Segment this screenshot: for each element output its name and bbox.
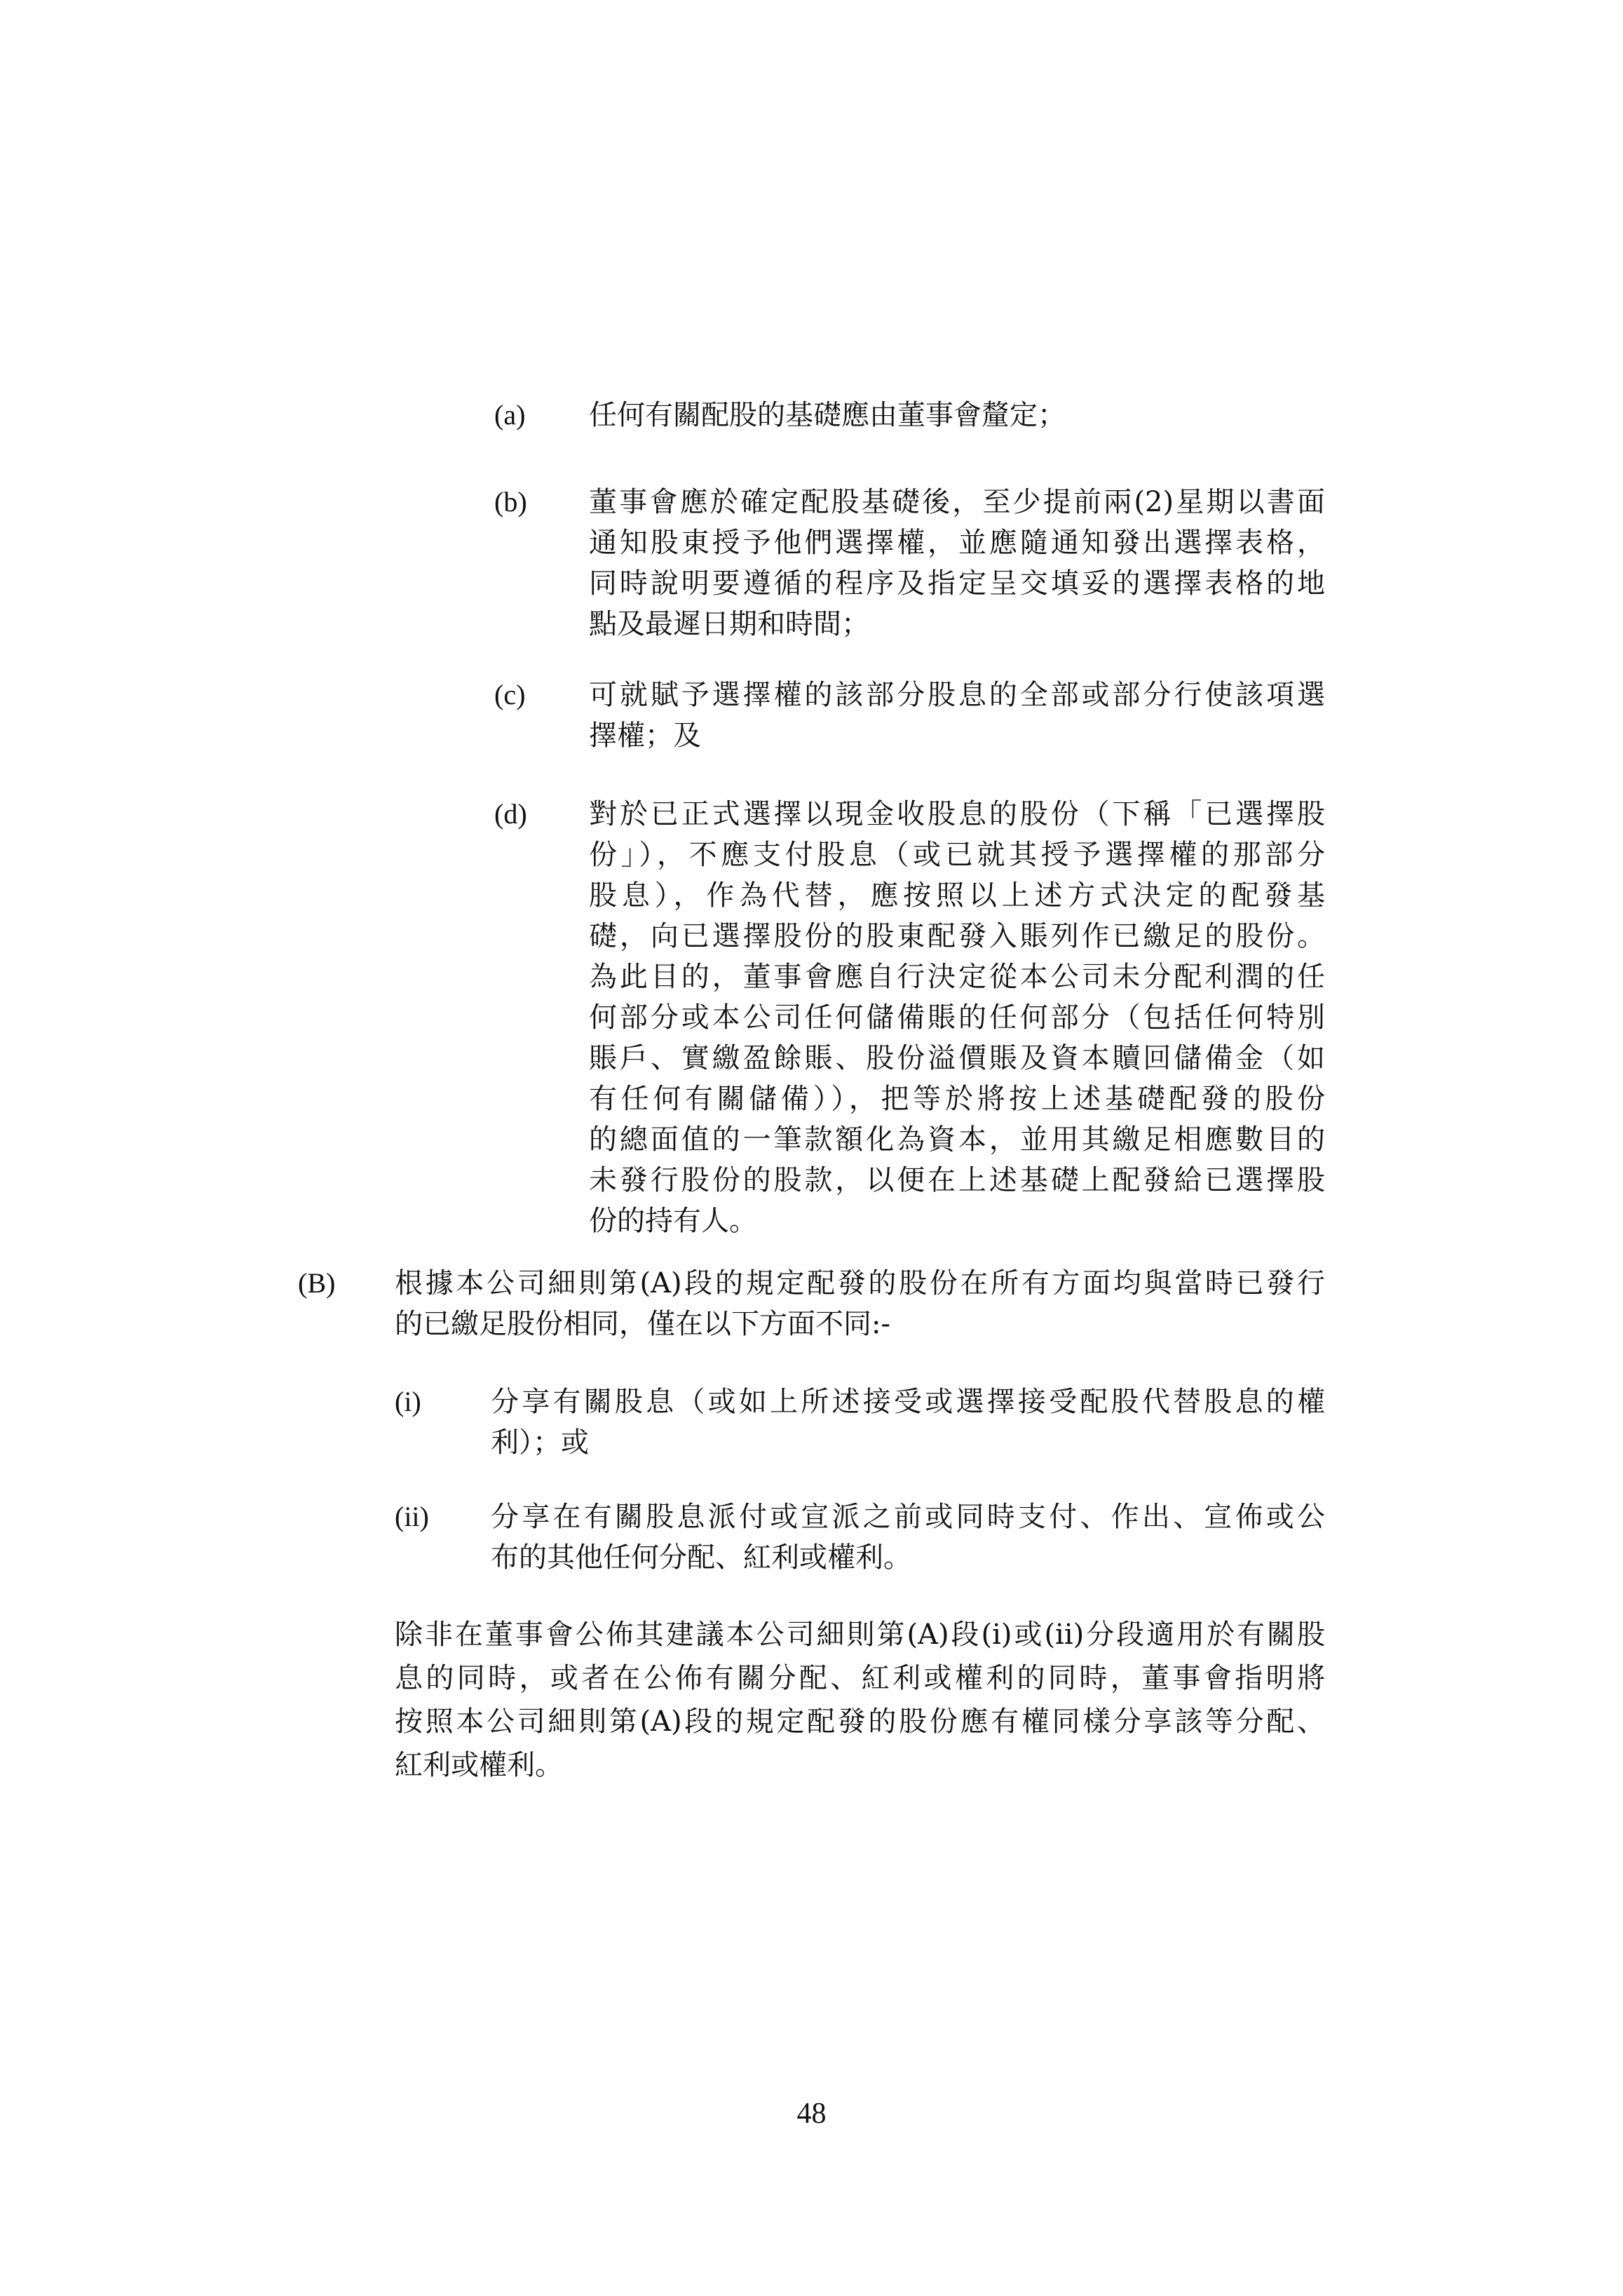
item-d-line: 何部分或本公司任何儲備賬的任何部分（包括任何特別	[589, 1001, 1325, 1034]
page-number: 48	[796, 2098, 827, 2130]
item-a-line: 任何有關配股的基礎應由董事會釐定；	[589, 399, 1066, 431]
item-i-text	[491, 1382, 1325, 1463]
closing-line: 紅利或權利。	[395, 1749, 563, 1781]
item-d-line: 股息），作為代替，應按照以上述方式決定的配發基	[589, 879, 1325, 912]
closing-line: 按照本公司細則第(A)段的規定配發的股份應有權同樣分享該等分配、	[395, 1706, 1325, 1738]
item-c-line: 可就賦予選擇權的該部分股息的全部或部分行使該項選	[589, 679, 1325, 711]
item-d-line: 為此目的，董事會應自行決定從本公司未分配利潤的任	[589, 961, 1325, 993]
section-b-line: 根據本公司細則第(A)段的規定配發的股份在所有方面均與當時已發行	[395, 1267, 1325, 1299]
item-b-line: 點及最遲日期和時間；	[589, 608, 869, 640]
item-d-line: 賬戶、實繳盈餘賬、股份溢價賬及資本贖回儲備金（如	[589, 1042, 1325, 1074]
item-c-label: (c)	[494, 679, 526, 710]
item-b-line: 通知股東授予他們選擇權，並應隨通知發出選擇表格，	[589, 527, 1325, 559]
item-ii-line: 布的其他任何分配、紅利或權利。	[491, 1541, 911, 1574]
item-b-line: 董事會應於確定配股基礎後，至少提前兩(2)星期以書面	[589, 486, 1325, 518]
section-b-label: (B)	[298, 1267, 336, 1299]
section-b-text	[395, 1263, 1325, 1344]
item-d-line: 礎，向已選擇股份的股東配發入賬列作已繳足的股份。	[589, 920, 1325, 952]
item-a-label: (a)	[494, 399, 526, 431]
item-d-line: 對於已正式選擇以現金收股息的股份（下稱「已選擇股	[589, 798, 1325, 830]
item-ii-line: 分享在有關股息派付或宣派之前或同時支付、作出、宣佈或公	[491, 1501, 1325, 1533]
item-i-label: (i)	[395, 1386, 421, 1417]
item-d-label: (d)	[494, 798, 527, 830]
item-d-line: 的總面值的一筆款額化為資本，並用其繳足相應數目的	[589, 1123, 1325, 1156]
item-i-line: 利）；或	[491, 1426, 589, 1459]
item-d-text	[589, 794, 1325, 1241]
item-b-line: 同時說明要遵循的程序及指定呈交填妥的選擇表格的地	[589, 567, 1325, 600]
closing-paragraph	[395, 1613, 1325, 1787]
item-d-line: 份」），不應支付股息（或已就其授予選擇權的那部分	[589, 839, 1325, 871]
item-d-line: 有任何有關儲備）），把等於將按上述基礎配發的股份	[589, 1083, 1325, 1115]
item-b-label: (b)	[494, 486, 527, 518]
item-c-text	[589, 675, 1325, 756]
item-b-text	[589, 482, 1325, 644]
item-d-line: 未發行股份的股款，以便在上述基礎上配發給已選擇股	[589, 1164, 1325, 1196]
item-a-text	[589, 395, 1325, 435]
item-d-line: 份的持有人。	[589, 1205, 757, 1237]
item-i-line: 分享有關股息（或如上所述接受或選擇接受配股代替股息的權	[491, 1386, 1325, 1418]
closing-line: 息的同時，或者在公佈有關分配、紅利或權利的同時，董事會指明將	[395, 1662, 1325, 1694]
section-b-line: 的已繳足股份相同，僅在以下方面不同:-	[395, 1308, 890, 1340]
item-ii-text	[491, 1497, 1325, 1578]
closing-line: 除非在董事會公佈其建議本公司細則第(A)段(i)或(ii)分段適用於有關股	[395, 1619, 1325, 1651]
item-ii-label: (ii)	[395, 1501, 429, 1532]
item-c-line: 擇權；及	[589, 720, 701, 752]
